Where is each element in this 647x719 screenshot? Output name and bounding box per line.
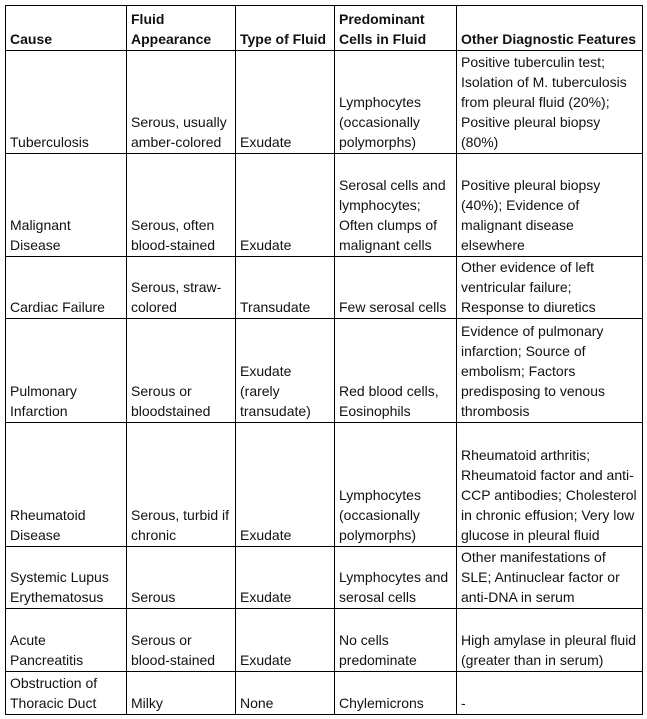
cell-cause: Obstruction of Thoracic Duct <box>6 672 127 715</box>
header-row <box>6 6 643 51</box>
cell-other-features: Other evidence of left ventricular failure; Response to diuretics <box>457 257 643 319</box>
cell-type-of-fluid: Exudate <box>236 51 335 154</box>
cell-other-features: Evidence of pulmonary infarction; Source of embolism; Factors predisposing to venous thrombosis <box>457 319 643 423</box>
table-row <box>6 154 643 257</box>
cell-other-features: Positive pleural biopsy (40%); Evidence of malignant disease elsewhere <box>457 154 643 257</box>
cell-fluid-appearance: Milky <box>127 672 236 715</box>
cell-cause: Pulmonary Infarction <box>6 319 127 423</box>
table-row <box>6 51 643 154</box>
cell-predominant-cells: No cells predominate <box>335 609 457 672</box>
cell-predominant-cells: Chylemicrons <box>335 672 457 715</box>
cell-fluid-appearance: Serous or blood-stained <box>127 609 236 672</box>
header-predominant-cells: Predominant Cells in Fluid <box>335 6 457 51</box>
cell-predominant-cells: Lymphocytes (occasionally polymorphs) <box>335 423 457 547</box>
cell-predominant-cells: Few serosal cells <box>335 257 457 319</box>
cell-other-features: Other manifestations of SLE; Antinuclear factor or anti-DNA in serum <box>457 547 643 609</box>
cell-predominant-cells: Red blood cells, Eosinophils <box>335 319 457 423</box>
cell-fluid-appearance: Serous, often blood-stained <box>127 154 236 257</box>
cell-predominant-cells: Lymphocytes and serosal cells <box>335 547 457 609</box>
cell-fluid-appearance: Serous, turbid if chronic <box>127 423 236 547</box>
cell-fluid-appearance: Serous, straw-colored <box>127 257 236 319</box>
table-row <box>6 423 643 547</box>
header-other-diagnostic-features: Other Diagnostic Features <box>457 6 643 51</box>
cell-type-of-fluid: Transudate <box>236 257 335 319</box>
header-cause: Cause <box>6 6 127 51</box>
cell-cause: Cardiac Failure <box>6 257 127 319</box>
cell-cause: Systemic Lupus Erythematosus <box>6 547 127 609</box>
header-fluid-appearance: Fluid Appearance <box>127 6 236 51</box>
cell-cause: Tuberculosis <box>6 51 127 154</box>
cell-cause: Acute Pancreatitis <box>6 609 127 672</box>
table-row <box>6 672 643 715</box>
cell-other-features: Rheumatoid arthritis; Rheumatoid factor and anti-CCP antibodies; Cholesterol in chronic effusion; Very low glucose in pleural fluid <box>457 423 643 547</box>
table-row <box>6 547 643 609</box>
cell-other-features: High amylase in pleural fluid (greater than in serum) <box>457 609 643 672</box>
cell-type-of-fluid: Exudate (rarely transudate) <box>236 319 335 423</box>
cell-type-of-fluid: Exudate <box>236 423 335 547</box>
cell-predominant-cells: Serosal cells and lymphocytes; Often clumps of malignant cells <box>335 154 457 257</box>
cell-type-of-fluid: Exudate <box>236 609 335 672</box>
cell-fluid-appearance: Serous <box>127 547 236 609</box>
cell-predominant-cells: Lymphocytes (occasionally polymorphs) <box>335 51 457 154</box>
table-row <box>6 319 643 423</box>
cell-other-features: - <box>457 672 643 715</box>
cell-fluid-appearance: Serous or bloodstained <box>127 319 236 423</box>
pleural-effusion-table <box>5 5 643 715</box>
cell-cause: Rheumatoid Disease <box>6 423 127 547</box>
cell-type-of-fluid: None <box>236 672 335 715</box>
cell-cause: Malignant Disease <box>6 154 127 257</box>
table-row <box>6 257 643 319</box>
cell-other-features: Positive tuberculin test; Isolation of M. tuberculosis from pleural fluid (20%); Positive pleural biopsy (80%) <box>457 51 643 154</box>
cell-fluid-appearance: Serous, usually amber-colored <box>127 51 236 154</box>
header-type-of-fluid: Type of Fluid <box>236 6 335 51</box>
cell-type-of-fluid: Exudate <box>236 547 335 609</box>
table-row <box>6 609 643 672</box>
cell-type-of-fluid: Exudate <box>236 154 335 257</box>
